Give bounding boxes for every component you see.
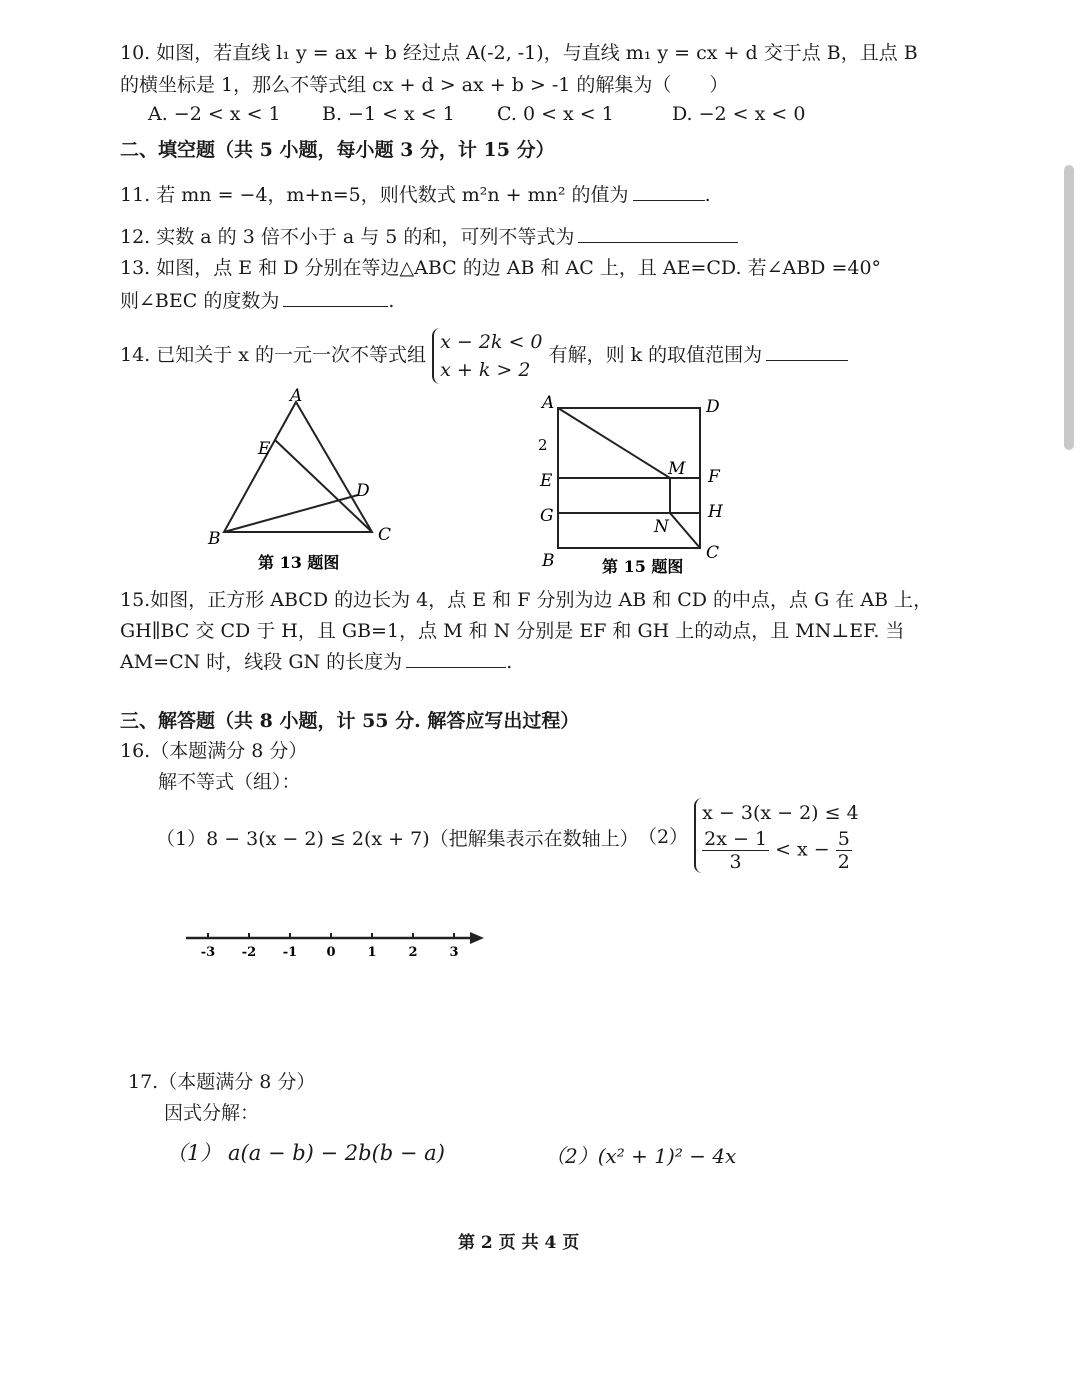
q16-instruction: 解不等式（组）： — [158, 771, 301, 793]
fig13-caption: 第 13 题图 — [258, 553, 340, 572]
q16-part2-label: （2） — [638, 826, 689, 848]
q15-text: AM=CN 时，线段 GN 的长度为 — [120, 651, 403, 673]
q16-sys-line2 — [702, 828, 859, 873]
q16-frac1-num: 2x − 1 — [704, 828, 768, 850]
section3-heading: 三、解答题（共 8 小题，计 55 分. 解答应写出过程） — [120, 710, 580, 732]
q13-line2: 则∠BEC 的度数为 . — [120, 290, 395, 312]
q17-title: 17.（本题满分 8 分） — [128, 1071, 316, 1093]
q14-suffix: 有解，则 k 的取值范围为 — [548, 344, 763, 366]
fig13-label-c: C — [378, 525, 392, 545]
q13-answer-blank[interactable] — [283, 305, 388, 307]
fig15-label-a: A — [542, 393, 555, 413]
number-line-tick-label: -2 — [241, 945, 257, 960]
number-line-tick-label: 0 — [326, 945, 336, 960]
q14-system — [432, 328, 542, 384]
q15-line1: 15.如图，正方形 ABCD 的边长为 4，点 E 和 F 分别为边 AB 和 CD 的中点，点 G 在 AB 上， — [120, 589, 933, 611]
fig15-side-note: 2 — [538, 436, 548, 454]
fig15-label-c: C — [706, 543, 720, 563]
q11: 11. 若 mn = −4，m+n=5，则代数式 m²n + mn² 的值为 . — [120, 184, 711, 206]
q12-text: 12. 实数 a 的 3 倍不小于 a 与 5 的和，可列不等式为 — [120, 226, 575, 248]
q11-answer-blank[interactable] — [633, 199, 705, 201]
number-line-tick-label: -3 — [200, 945, 216, 960]
q17-part2: （2）(x² + 1)² − 4x — [545, 1144, 737, 1168]
q14-prefix: 14. 已知关于 x 的一元一次不等式组 — [120, 344, 427, 366]
fig15-label-n: N — [654, 517, 669, 537]
q17-part1: （1） a(a − b) − 2b(b − a) — [166, 1141, 445, 1165]
q14-answer-blank[interactable] — [766, 359, 848, 361]
fig15-label-d: D — [706, 397, 720, 417]
fig13-label-e: E — [258, 439, 271, 459]
q16-part1: （1）8 − 3(x − 2) ≤ 2(x + 7)（把解集表示在数轴上） — [156, 828, 639, 850]
q14 — [120, 328, 848, 384]
number-line-tick-label: 3 — [449, 945, 459, 960]
q10-option-b: B. −1 < x < 1 — [322, 103, 455, 125]
q12 — [120, 222, 738, 249]
q16-part2-system — [694, 798, 859, 873]
vertical-scrollbar[interactable] — [1064, 165, 1074, 450]
number-line-tick-label: 2 — [408, 945, 418, 960]
fig15-label-b: B — [542, 551, 555, 571]
q14-sys-line2: x + k > 2 — [440, 359, 531, 381]
fig15-label-g: G — [540, 506, 554, 526]
fig15-label-m: M — [668, 459, 686, 479]
q14-sys-line1: x − 2k < 0 — [440, 331, 543, 353]
q10-option-d: D. −2 < x < 0 — [672, 103, 806, 125]
fig15-label-f: F — [708, 467, 720, 487]
q17-instruction: 因式分解： — [164, 1102, 260, 1124]
fig15-label-e: E — [540, 471, 553, 491]
q16-part2 — [638, 798, 859, 873]
section2-heading: 二、填空题（共 5 小题，每小题 3 分，计 15 分） — [120, 139, 555, 161]
q16-mid: < x − — [775, 838, 830, 861]
fig13-label-b: B — [208, 529, 221, 549]
q15-line3: AM=CN 时，线段 GN 的长度为 . — [120, 651, 513, 673]
number-line-tick-label: -1 — [282, 945, 298, 960]
q10-option-c: C. 0 < x < 1 — [497, 103, 614, 125]
q16-title: 16.（本题满分 8 分） — [120, 740, 308, 762]
q16-frac2-num: 5 — [837, 828, 850, 850]
q16-frac2-den: 2 — [837, 851, 850, 873]
fig13-label-a: A — [290, 388, 303, 406]
q15-line2: GH∥BC 交 CD 于 H，且 GB=1，点 M 和 N 分别是 EF 和 GH 上的动点，且 MN⊥EF. 当 — [120, 620, 905, 642]
q13-text: 则∠BEC 的度数为 — [120, 290, 280, 312]
number-line — [180, 918, 500, 968]
q12-answer-blank[interactable] — [578, 241, 738, 243]
q10-line2: 的横坐标是 1，那么不等式组 cx + d > ax + b > -1 的解集为（ ） — [120, 74, 729, 96]
segment-am — [558, 408, 670, 478]
fig15-caption: 第 15 题图 — [602, 557, 684, 576]
q10-option-a: A. −2 < x < 1 — [148, 103, 281, 125]
figure-15 — [530, 390, 760, 580]
segment-nc — [670, 513, 700, 548]
number-line-arrow — [470, 932, 484, 944]
q11-text: 11. 若 mn = −4，m+n=5，则代数式 m²n + mn² 的值为 — [120, 184, 629, 206]
fig13-label-d: D — [356, 481, 370, 501]
figure-13 — [200, 388, 420, 578]
fig15-label-h: H — [708, 502, 723, 522]
q16-sys-line1: x − 3(x − 2) ≤ 4 — [702, 802, 859, 824]
q15-answer-blank[interactable] — [406, 666, 506, 668]
number-line-tick-label: 1 — [367, 945, 377, 960]
q16-fraction-1 — [702, 828, 769, 873]
page-footer: 第 2 页 共 4 页 — [458, 1233, 580, 1253]
q16-fraction-2 — [836, 828, 852, 873]
q10-line1: 10. 如图，若直线 l₁ y = ax + b 经过点 A(-2, -1)，与直线 m₁ y = cx + d 交于点 B，且点 B — [120, 42, 918, 64]
q13-line1: 13. 如图，点 E 和 D 分别在等边△ABC 的边 AB 和 AC 上，且 AE=CD. 若∠ABD =40° — [120, 257, 882, 279]
q16-frac1-den: 3 — [729, 851, 742, 873]
